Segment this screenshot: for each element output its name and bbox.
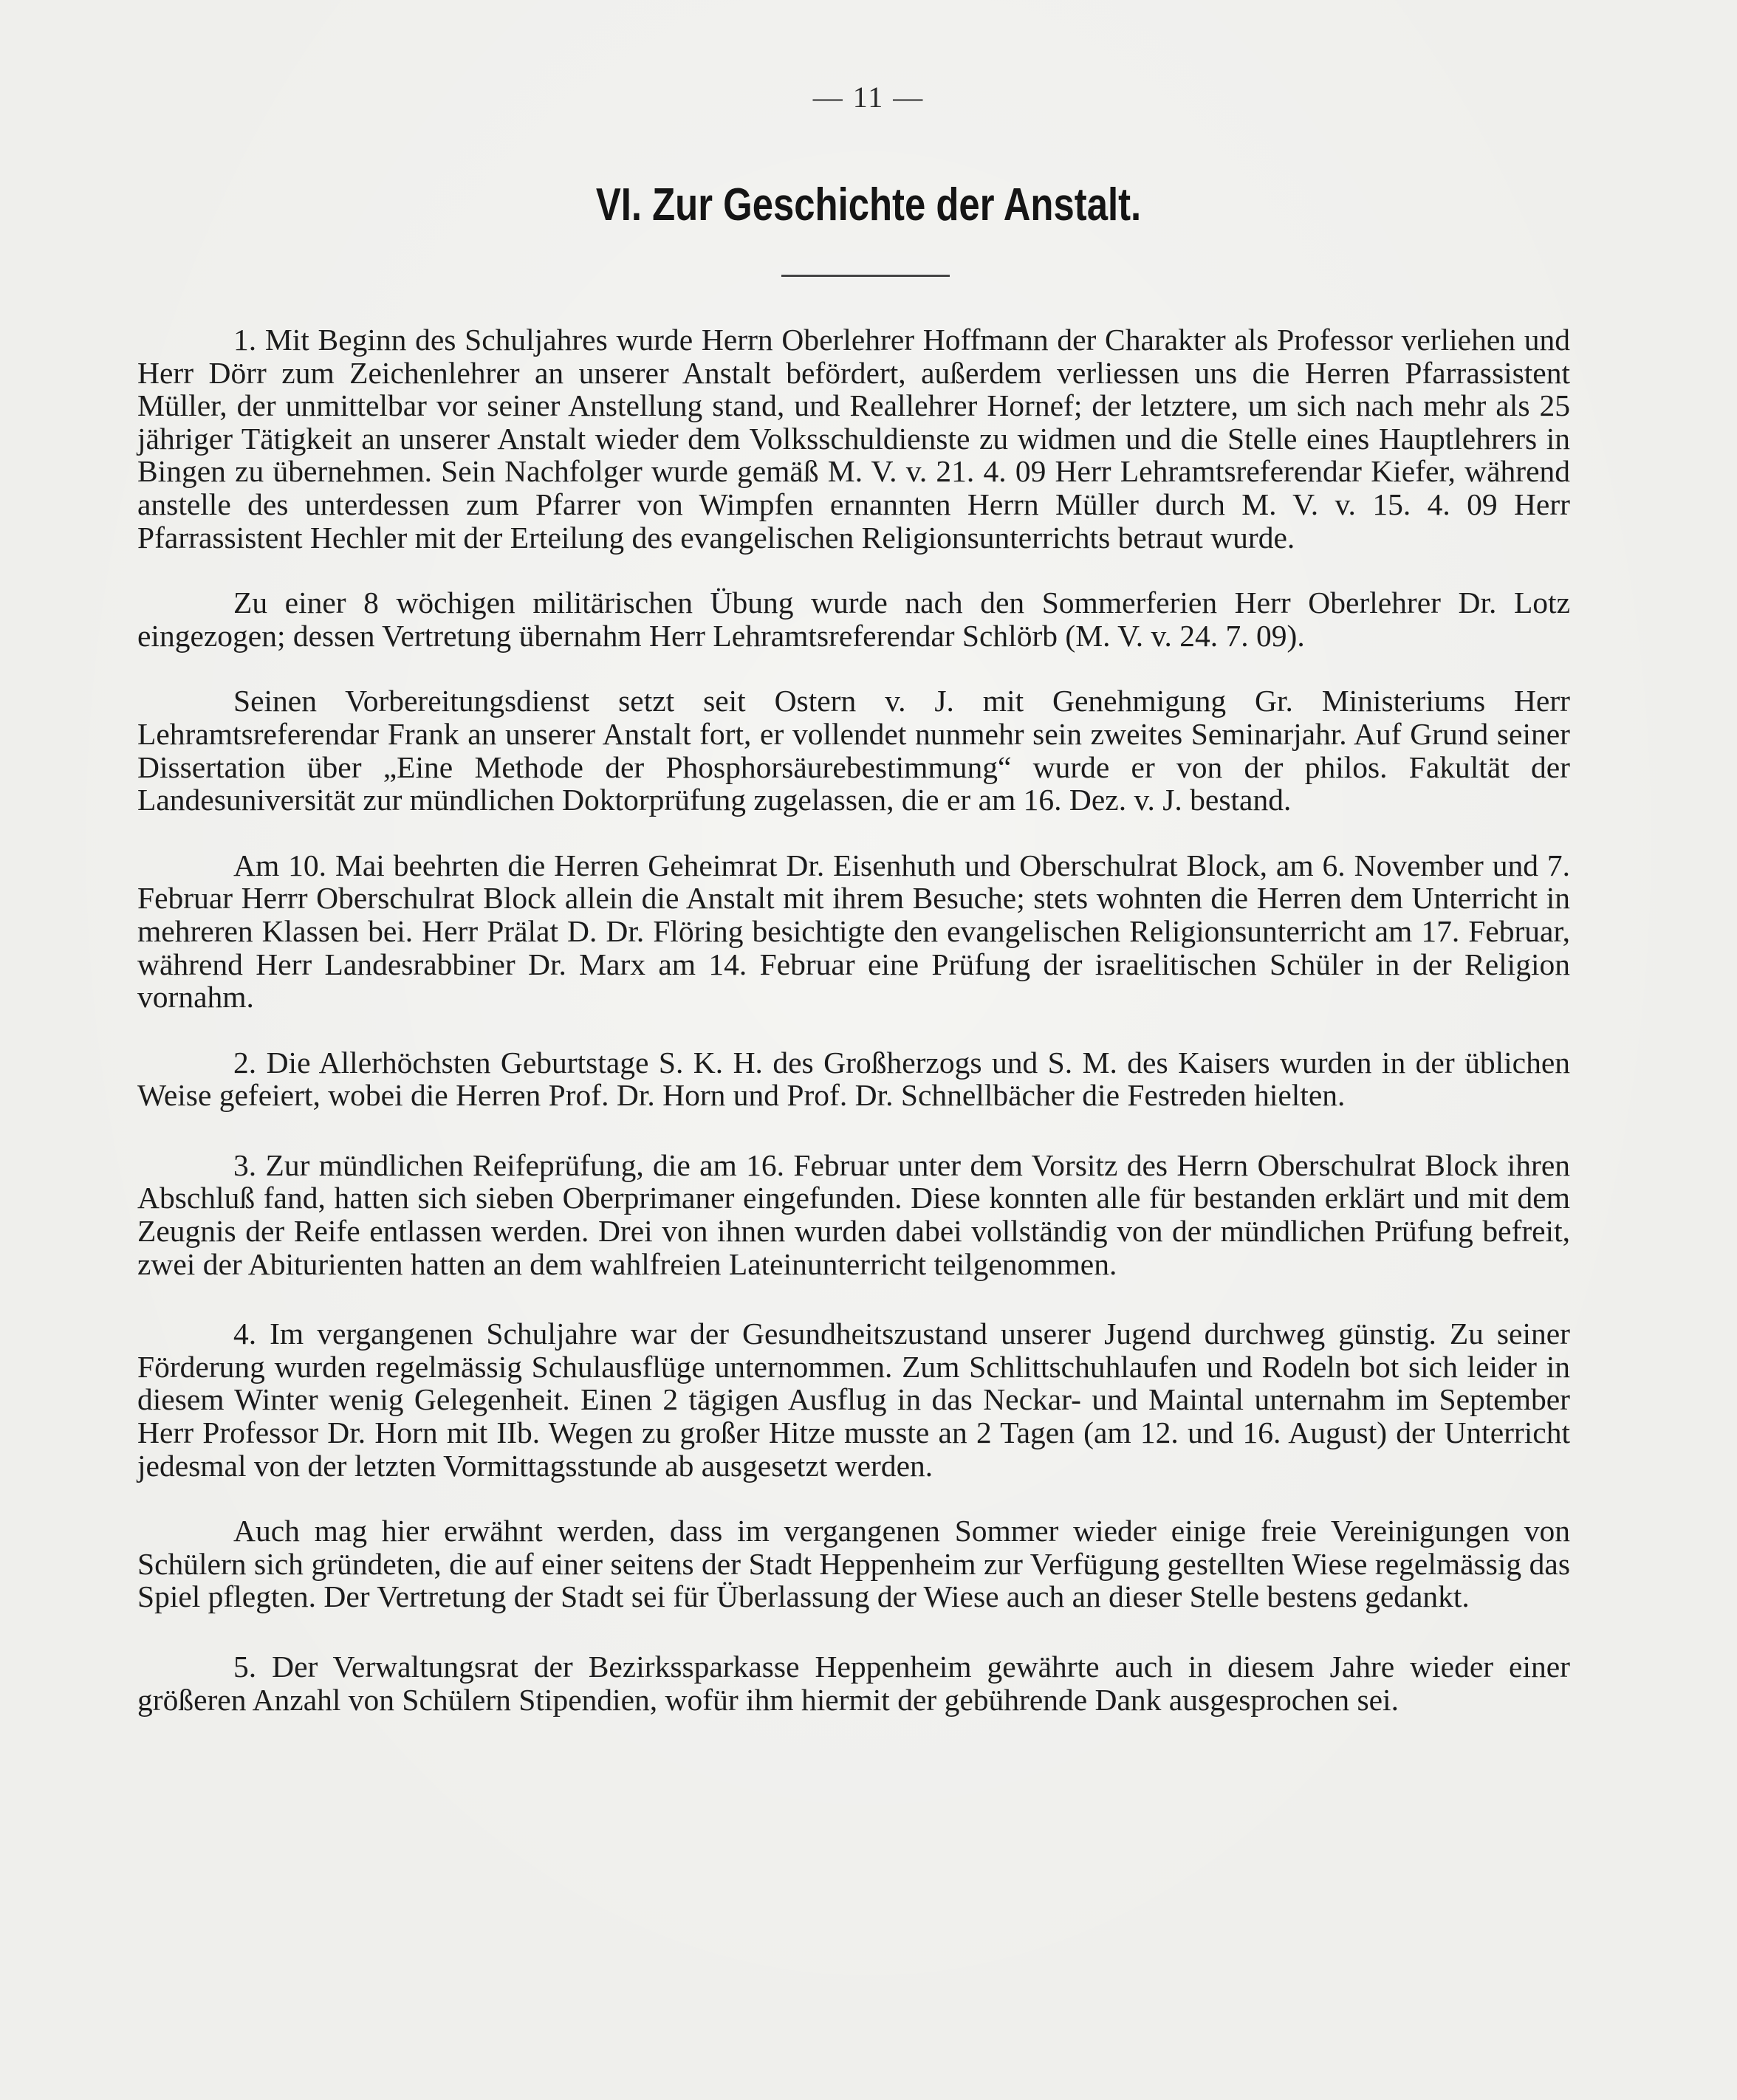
paragraph-4-health: 4. Im vergangenen Schuljahre war der Gesundheitszustand unserer Jugend durchweg günstig. Zu seiner Förderung wurden regelmässig Schulausflüge unternommen. Zum Schlittschuhlaufen und Rodeln bot sich leider in diesem Winter wenig Gelegenheit. Einen 2 tägigen Ausflug in das Neckar- und Maintal unternahm im September Herr Professor Dr. Horn mit IIb. Wegen zu großer Hitze musste an 2 Tagen (am 12. und 16. August) der Unterricht jedesmal von der letzten Vormittagsstunde ab ausgesetzt werden. <box>137 1317 1570 1483</box>
paragraph-military-exercise: Zu einer 8 wöchigen militärischen Übung wurde nach den Sommerferien Herr Oberlehrer Dr. Lotz eingezogen; dessen Vertretung übernahm Herr Lehramtsreferendar Schlörb (M. V. v. 24. 7. 09). <box>137 586 1570 653</box>
paragraph-preparatory-service: Seinen Vorbereitungsdienst setzt seit Ostern v. J. mit Genehmigung Gr. Ministeriums Herr Lehramtsreferendar Frank an unserer Anstalt fort, er vollendet nunmehr sein zweites Seminarjahr. Auf Grund seiner Dissertation über „Eine Methode der Phosphorsäurebestimmung“ wurde er von der philos. Fakultät der Landesuniversität zur mündlichen Doktorprüfung zugelassen, die er am 16. Dez. v. J. bestand. <box>137 684 1570 817</box>
paragraph-2-birthdays: 2. Die Allerhöchsten Geburtstage S. K. H. des Großherzogs und S. M. des Kaisers wurden in der üblichen Weise gefeiert, wobei die Herren Prof. Dr. Horn und Prof. Dr. Schnellbächer die Festreden hielten. <box>137 1045 1570 1113</box>
paragraph-inspections: Am 10. Mai beehrten die Herren Geheimrat Dr. Eisenhuth und Oberschulrat Block, am 6. November und 7. Februar Herrr Oberschulrat Block allein die Anstalt mit ihrem Besuche; stets wohnten die Herren dem Unterricht in mehreren Klassen bei. Herr Prälat D. Dr. Flöring besichtigte den evangelischen Religionsunterricht am 17. Februar, während Herr Landesrabbiner Dr. Marx am 14. Februar eine Prüfung der israelitischen Schüler in der Religion vornahm. <box>137 848 1570 1015</box>
section-heading: VI. Zur Geschichte der Anstalt. <box>595 179 1142 230</box>
paragraph-3-final-exam: 3. Zur mündlichen Reifeprüfung, die am 16. Februar unter dem Vorsitz des Herrn Oberschulrat Block ihren Abschluß fand, hatten sich sieben Oberprimaner eingefunden. Diese konnten alle für bestanden erklärt und mit dem Zeugnis der Reife entlassen werden. Drei von ihnen wurden dabei vollständig von der mündlichen Prüfung befreit, zwei der Abiturienten hatten an dem wahlfreien Lateinunterricht teilgenommen. <box>137 1147 1570 1281</box>
paragraph-student-associations: Auch mag hier erwähnt werden, dass im vergangenen Sommer wieder einige freie Vereinigungen von Schülern sich gründeten, die auf einer seitens der Stadt Heppenheim zur Verfügung gestellten Wiese regelmässig das Spiel pflegten. Der Vertretung der Stadt sei für Überlassung der Wiese auch an dieser Stelle bestens gedankt. <box>137 1514 1570 1614</box>
paragraph-5-scholarships: 5. Der Verwaltungsrat der Bezirkssparkasse Heppenheim gewährte auch in diesem Jahre wieder einer größeren Anzahl von Schülern Stipendien, wofür ihm hiermit der gebührende Dank ausgesprochen sei. <box>137 1650 1570 1717</box>
heading-underline <box>781 275 950 277</box>
paragraph-1-staff-changes: 1. Mit Beginn des Schuljahres wurde Herrn Oberlehrer Hoffmann der Charakter als Professor verliehen und Herr Dörr zum Zeichenlehrer an unserer Anstalt befördert, außerdem verliessen uns die Herren Pfarrassistent Müller, der unmittelbar vor seiner Anstellung stand, und Reallehrer Hornef; der letztere, um sich nach mehr als 25 jähriger Tätigkeit an unserer Anstalt wieder dem Volksschuldienste zu widmen und die Stelle eines Hauptlehrers in Bingen zu übernehmen. Sein Nachfolger wurde gemäß M. V. v. 21. 4. 09 Herr Lehramtsreferendar Kiefer, während anstelle des unterdessen zum Pfarrer von Wimpfen ernannten Herrn Müller durch M. V. v. 15. 4. 09 Herr Pfarrassistent Hechler mit der Erteilung des evangelischen Religionsunterrichts betraut wurde. <box>137 323 1570 555</box>
body-text <box>137 323 1570 1716</box>
page-number: — 11 — <box>812 80 925 114</box>
